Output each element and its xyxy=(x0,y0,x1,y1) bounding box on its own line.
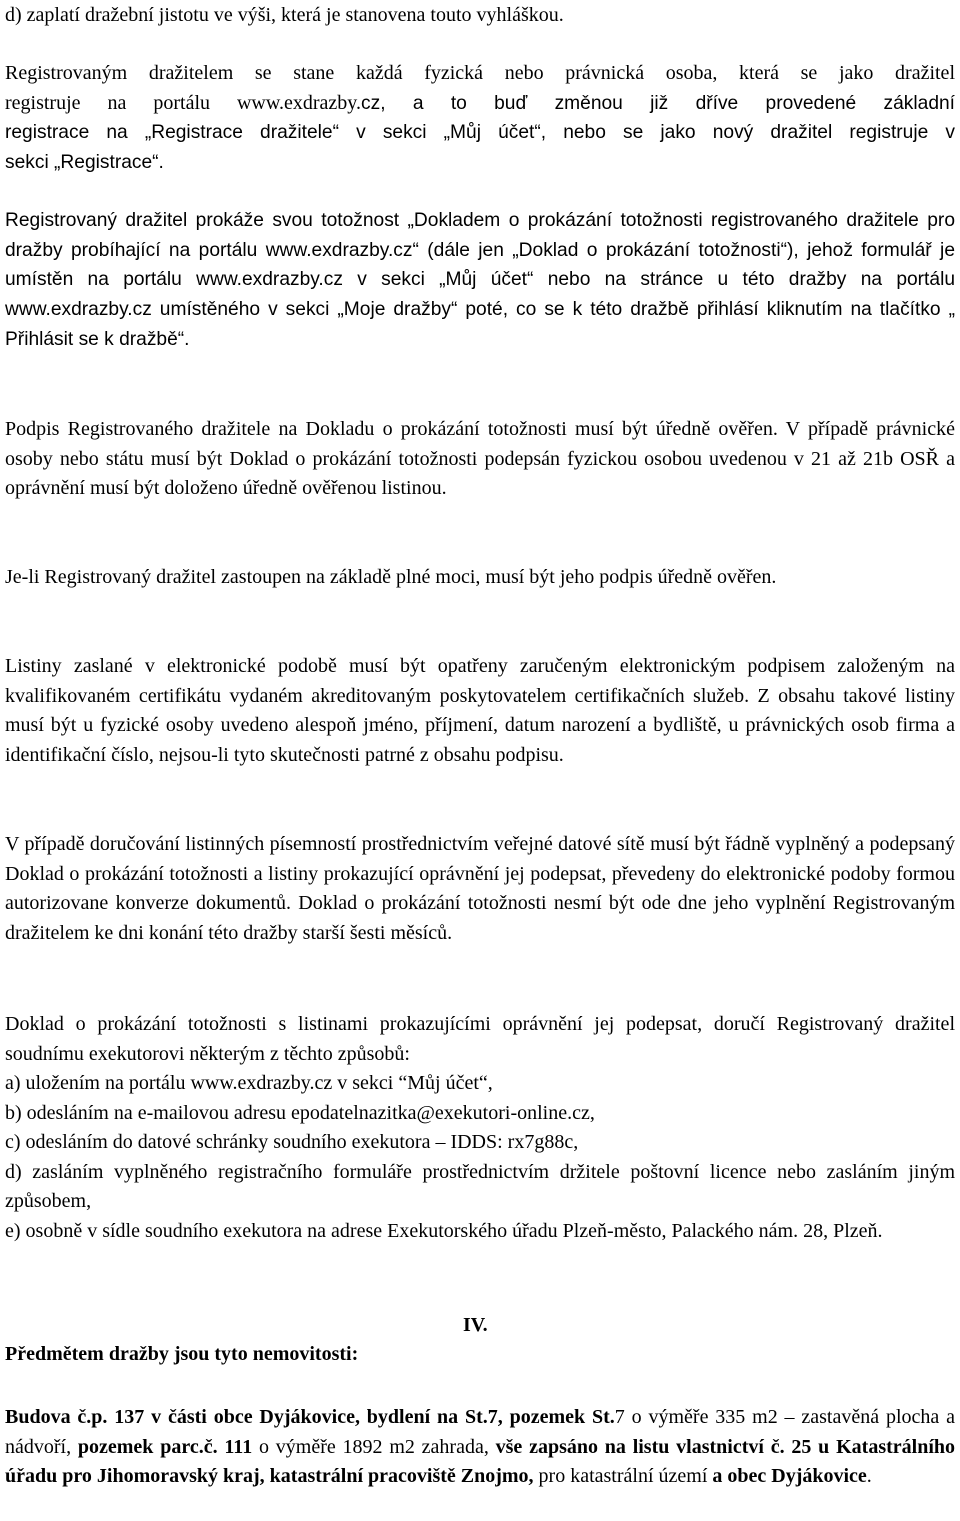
property-area: 7 o výměře 335 m2 – zastavěná plocha a nádvoří, xyxy=(5,1406,955,1458)
registration-line-3: registrace na „Registrace dražitele“ v sekci „Můj účet“, nebo se jako nový dražitel registruje v xyxy=(5,122,955,143)
section-number: IV. xyxy=(463,1314,488,1336)
property-parcel: pozemek parc.č. 111 xyxy=(77,1435,253,1458)
paragraph-electronic-documents: Listiny zaslané v elektronické podobě musí být opatřeny zaručeným elektronickým podpisem založeným na kvalifikovaném certifikátu vydaném akreditovaným poskytovatelem certifikačních služeb. Z obsahu takové listiny musí být u fyzické osoby uvedeno alespoň jméno, příjmení, datum narození a bydliště, u právnických osob firma a identifikační číslo, nejsou-li tyto skutečnosti patrné z obsahu podpisu. xyxy=(5,655,955,766)
paragraph-identity-proof: Registrovaný dražitel prokáže svou totožnost „Dokladem o prokázání totožnosti registrovaného dražitele pro dražby probíhající na portálu www.exdrazby.cz“ (dále jen „Doklad o prokázání totožnosti“), jehož formulář je umístěn na portálu www.exdrazby.cz v sekci „Můj účet“ nebo na stránce u této dražby na portálu www.exdrazby.cz umístěného v sekci „Moje dražby“ poté, co se k této dražbě přihlásí kliknutím na tlačítko „ Přihlásit se k dražbě“. xyxy=(5,210,955,350)
delivery-intro: Doklad o prokázání totožnosti s listinami prokazujícími oprávnění jej podepsat, doručí Registrovaný dražitel soudnímu exekutorovi některým z těchto způsobů: xyxy=(5,1013,955,1065)
section-heading: Předmětem dražby jsou tyto nemovitosti: xyxy=(5,1343,359,1365)
property-building: Budova č.p. 137 v části obce Dyjákovice, bydlení na St.7, pozemek St. xyxy=(5,1406,615,1428)
paragraph-data-network-delivery: V případě doručování listinných písemností prostřednictvím veřejné datové sítě musí být řádně vyplněný a podepsaný Doklad o prokázání totožnosti a listiny prokazující oprávnění jej podepsat, převedeny do elektronické podoby formou autorizovane konverze dokumentů. Doklad o prokázání totožnosti nesmí být ode dne jeho vyplnění Registrovaným dražitelem ke dni konání této dražby starší šesti měsíců. xyxy=(5,833,955,944)
paragraph-power-of-attorney: Je-li Registrovaný dražitel zastoupen na základě plné moci, musí být jeho podpis úředně ověřen. xyxy=(5,566,777,588)
paragraph-delivery-methods xyxy=(5,1010,955,1246)
paragraph-registration xyxy=(5,59,955,177)
paragraph-signature-verification: Podpis Registrovaného dražitele na Dokladu o prokázání totožnosti musí být úředně ověřen. V případě právnické osoby nebo státu musí být Doklad o prokázání totožnosti podepsán fyzickou osobou uvedenou v 21 až 21b OSŘ a oprávnění musí být doloženo úředně ověřenou listinou. xyxy=(5,418,955,499)
property-end: . xyxy=(866,1465,872,1487)
delivery-method-d: d) zasláním vyplněného registračního formuláře prostřednictvím držitele poštovní licence nebo zasláním jiným způsobem, xyxy=(5,1160,955,1212)
registration-line-2b: cz, a to buď změnou již dříve provedené základní xyxy=(361,92,955,114)
paragraph-item-d: d) zaplatí dražební jistotu ve výši, která je stanovena touto vyhláškou. xyxy=(5,4,564,26)
registration-line-2 xyxy=(5,89,955,119)
registration-line-2a: registruje na portálu www.exdrazby. xyxy=(5,91,362,114)
property-ownership: vše zapsáno na listu vlastnictví č. 25 u Katastrálního úřadu pro Jihomoravský kraj, katastrální pracoviště Znojmo, xyxy=(5,1435,955,1487)
registration-line-1: Registrovaným dražitelem se stane každá fyzická nebo právnická osoba, která se jako dražitel xyxy=(5,62,955,84)
delivery-method-c: c) odesláním do datové schránky soudního exekutora – IDDS: rx7g88c, xyxy=(5,1131,579,1153)
property-cadastral: pro katastrální území xyxy=(533,1465,713,1487)
registration-line-4: sekci „Registrace“. xyxy=(5,151,164,173)
delivery-method-b: b) odesláním na e-mailovou adresu epodatelnazitka@exekutori-online.cz, xyxy=(5,1101,595,1124)
property-municipality: a obec Dyjákovice xyxy=(712,1465,867,1487)
property-description xyxy=(5,1403,955,1492)
property-parcel-area: o výměře 1892 m2 zahrada, xyxy=(252,1435,496,1458)
delivery-method-e: e) osobně v sídle soudního exekutora na adrese Exekutorského úřadu Plzeň-město, Palackého nám. 28, Plzeň. xyxy=(5,1219,883,1242)
delivery-method-a: a) uložením na portálu www.exdrazby.cz v sekci “Můj účet“, xyxy=(5,1072,493,1094)
